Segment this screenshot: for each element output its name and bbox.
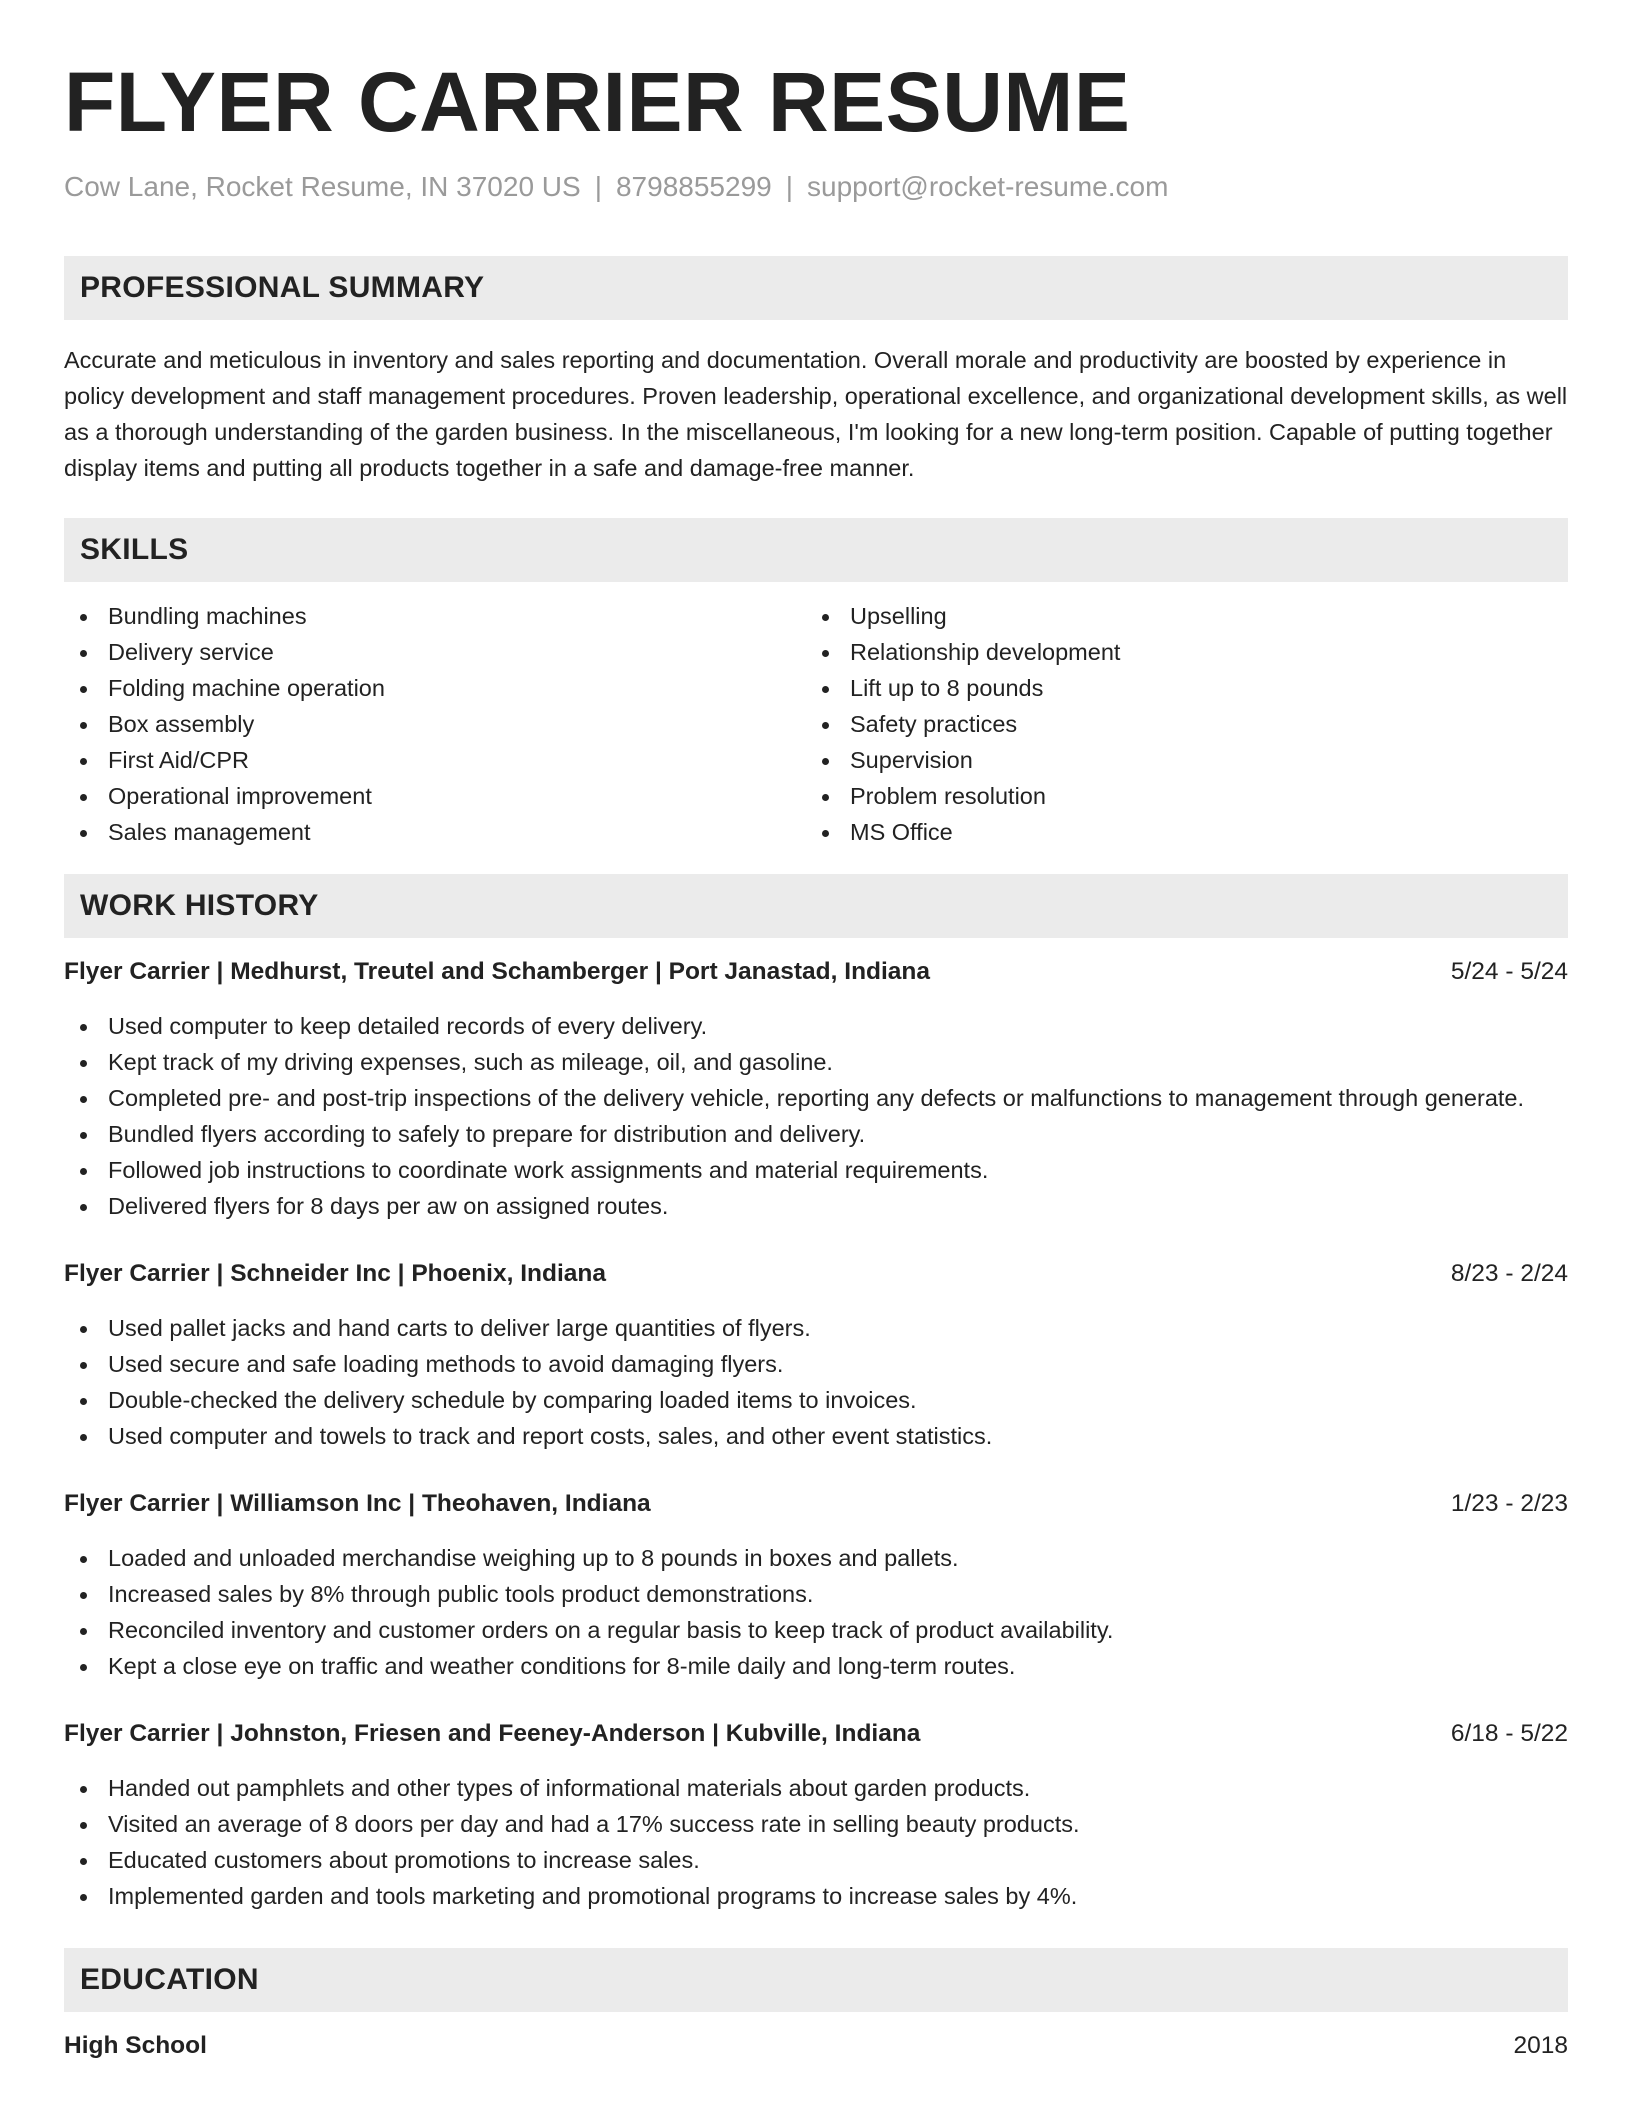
- job-bullet: Reconciled inventory and customer orders on a regular basis to keep track of product availability.: [64, 1612, 1568, 1648]
- skill-item: Safety practices: [806, 706, 1548, 742]
- job-bullets: [64, 1008, 1568, 1224]
- job-title: Flyer Carrier | Medhurst, Treutel and Schamberger | Port Janastad, Indiana: [64, 958, 931, 985]
- job-bullet: Handed out pamphlets and other types of informational materials about garden products.: [64, 1770, 1568, 1806]
- job-dates: 1/23 - 2/23: [1450, 1490, 1568, 1517]
- skills-heading: SKILLS: [80, 533, 189, 566]
- skill-item: Upselling: [806, 598, 1548, 634]
- skill-item: Problem resolution: [806, 778, 1548, 814]
- skills-section-header: [64, 518, 1568, 582]
- contact-separator: |: [594, 171, 602, 202]
- job-header: [64, 1716, 1568, 1752]
- job-entry: [64, 1716, 1568, 1914]
- job-bullet: Used secure and safe loading methods to avoid damaging flyers.: [64, 1346, 1568, 1382]
- job-bullets: [64, 1540, 1568, 1684]
- job-bullet: Implemented garden and tools marketing and promotional programs to increase sales by 4%.: [64, 1878, 1568, 1914]
- skill-item: Lift up to 8 pounds: [806, 670, 1548, 706]
- job-header: [64, 954, 1568, 990]
- job-bullet: Followed job instructions to coordinate work assignments and material requirements.: [64, 1152, 1568, 1188]
- job-title: Flyer Carrier | Johnston, Friesen and Feeney-Anderson | Kubville, Indiana: [64, 1720, 921, 1747]
- skill-item: Sales management: [64, 814, 806, 850]
- job-bullet: Double-checked the delivery schedule by comparing loaded items to invoices.: [64, 1382, 1568, 1418]
- job-dates: 6/18 - 5/22: [1450, 1720, 1568, 1747]
- job-bullet: Used pallet jacks and hand carts to deliver large quantities of flyers.: [64, 1310, 1568, 1346]
- job-bullet: Increased sales by 8% through public tools product demonstrations.: [64, 1576, 1568, 1612]
- work-heading: WORK HISTORY: [80, 889, 319, 922]
- contact-line: [64, 170, 1568, 204]
- job-entry: [64, 1256, 1568, 1454]
- job-bullet: Bundled flyers according to safely to prepare for distribution and delivery.: [64, 1116, 1568, 1152]
- job-dates: 8/23 - 2/24: [1450, 1260, 1568, 1287]
- skill-item: Folding machine operation: [64, 670, 806, 706]
- job-bullet: Completed pre- and post-trip inspections of the delivery vehicle, reporting any defects or malfunctions to management through generate.: [64, 1080, 1568, 1116]
- education-entry: [64, 2028, 1568, 2064]
- job-title: Flyer Carrier | Williamson Inc | Theohaven, Indiana: [64, 1490, 651, 1517]
- summary-heading: PROFESSIONAL SUMMARY: [80, 271, 485, 304]
- job-bullets: [64, 1770, 1568, 1914]
- skill-item: Relationship development: [806, 634, 1548, 670]
- skill-item: Supervision: [806, 742, 1548, 778]
- education-section-header: [64, 1948, 1568, 2012]
- contact-email: support@rocket-resume.com: [807, 171, 1169, 202]
- job-title: Flyer Carrier | Schneider Inc | Phoenix, Indiana: [64, 1260, 606, 1287]
- job-bullet: Delivered flyers for 8 days per aw on assigned routes.: [64, 1188, 1568, 1224]
- resume-title: FLYER CARRIER RESUME: [64, 55, 1131, 149]
- skills-column-right: [806, 598, 1548, 850]
- job-bullets: [64, 1310, 1568, 1454]
- skill-item: Delivery service: [64, 634, 806, 670]
- contact-separator: |: [785, 171, 793, 202]
- job-bullet: Visited an average of 8 doors per day and had a 17% success rate in selling beauty products.: [64, 1806, 1568, 1842]
- job-bullet: Used computer to keep detailed records of every delivery.: [64, 1008, 1568, 1044]
- job-bullet: Kept track of my driving expenses, such as mileage, oil, and gasoline.: [64, 1044, 1568, 1080]
- job-bullet: Loaded and unloaded merchandise weighing up to 8 pounds in boxes and pallets.: [64, 1540, 1568, 1576]
- work-section-header: [64, 874, 1568, 938]
- job-bullet: Used computer and towels to track and report costs, sales, and other event statistics.: [64, 1418, 1568, 1454]
- job-dates: 5/24 - 5/24: [1450, 958, 1568, 985]
- skills-list: [64, 598, 1568, 850]
- summary-section-header: [64, 256, 1568, 320]
- job-bullet: Educated customers about promotions to increase sales.: [64, 1842, 1568, 1878]
- education-heading: EDUCATION: [80, 1963, 259, 1996]
- job-header: [64, 1256, 1568, 1292]
- job-entry: [64, 1486, 1568, 1684]
- job-header: [64, 1486, 1568, 1522]
- contact-phone: 8798855299: [615, 171, 772, 202]
- job-entry: [64, 954, 1568, 1224]
- skills-column-left: [64, 598, 806, 850]
- skill-item: First Aid/CPR: [64, 742, 806, 778]
- contact-address: Cow Lane, Rocket Resume, IN 37020 US: [64, 171, 581, 202]
- education-degree: High School: [64, 2032, 207, 2059]
- skill-item: Box assembly: [64, 706, 806, 742]
- skill-item: MS Office: [806, 814, 1548, 850]
- summary-text: Accurate and meticulous in inventory and sales reporting and documentation. Overall morale and productivity are boosted by experience in policy development and staff management procedures. Proven leadership, operational excellence, and organizational development skills, as well as a thorough understanding of the garden business. In the miscellaneous, I'm looking for a new long-term position. Capable of putting together display items and putting all products together in a safe and damage-free manner.: [64, 347, 1568, 481]
- education-year: 2018: [1513, 2032, 1568, 2059]
- skill-item: Bundling machines: [64, 598, 806, 634]
- skill-item: Operational improvement: [64, 778, 806, 814]
- job-bullet: Kept a close eye on traffic and weather conditions for 8-mile daily and long-term routes.: [64, 1648, 1568, 1684]
